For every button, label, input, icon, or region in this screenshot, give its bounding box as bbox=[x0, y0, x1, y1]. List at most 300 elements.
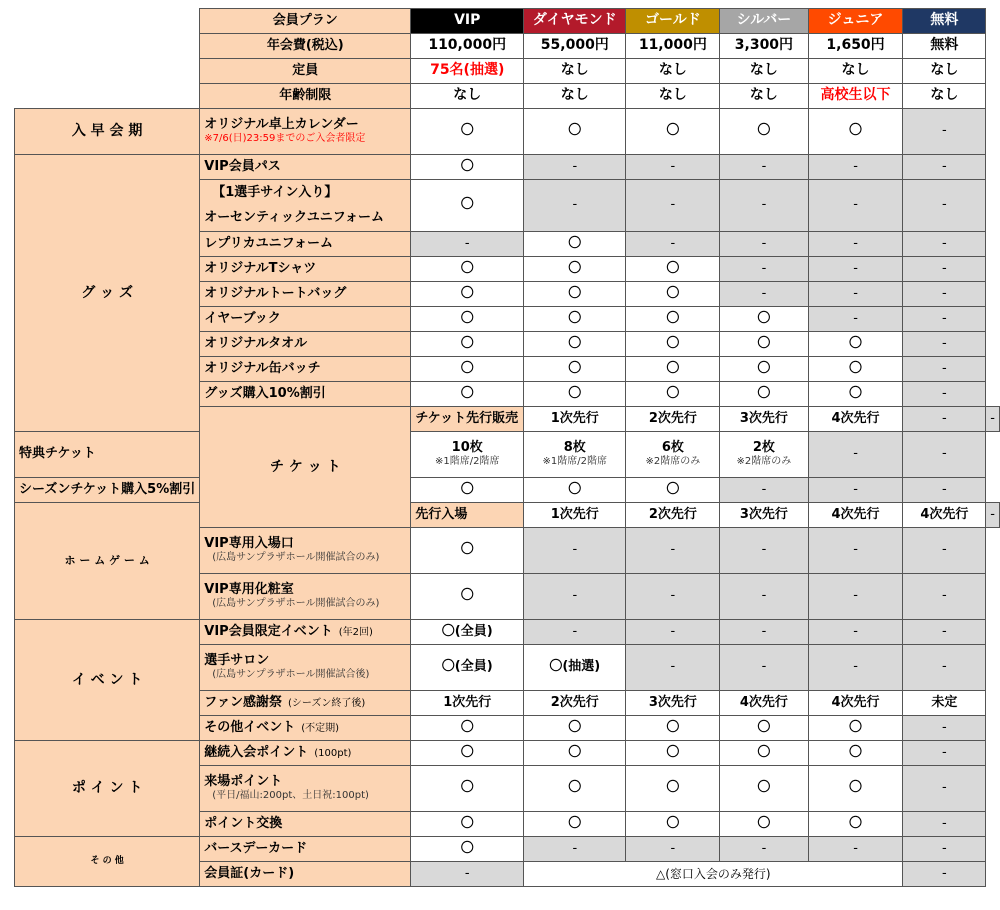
value-text: 〇 bbox=[568, 815, 582, 831]
fee-value: 110,000円 bbox=[411, 34, 524, 59]
value-text: 〇 bbox=[757, 335, 771, 351]
value-text: 10枚 bbox=[451, 440, 483, 456]
value-cell bbox=[411, 307, 524, 332]
value-cell bbox=[626, 691, 720, 716]
value-cell bbox=[903, 257, 986, 282]
age-value: なし bbox=[720, 84, 808, 109]
value-cell: - bbox=[903, 862, 986, 887]
value-cell bbox=[808, 382, 903, 407]
value-text: 〇 bbox=[568, 123, 582, 139]
value-cell bbox=[903, 332, 986, 357]
plan-header-4: ジュニア bbox=[808, 9, 903, 34]
feature-label: オリジナル卓上カレンダー bbox=[204, 117, 359, 133]
plan-header-5: 無料 bbox=[903, 9, 986, 34]
value-text: 4次先行 bbox=[831, 410, 880, 426]
feature-towel bbox=[200, 332, 411, 357]
value-text: 〇 bbox=[460, 310, 474, 326]
value-cell bbox=[720, 837, 808, 862]
value-cell bbox=[808, 109, 903, 155]
value-cell bbox=[986, 407, 1000, 432]
value-text: 3次先行 bbox=[739, 506, 788, 522]
value-text: 〇 bbox=[666, 260, 680, 276]
value-text: 〇 bbox=[568, 335, 582, 351]
feature-tshirt bbox=[200, 257, 411, 282]
value-text: - bbox=[761, 542, 767, 558]
value-cell bbox=[808, 407, 903, 432]
age-value: なし bbox=[626, 84, 720, 109]
value-cell bbox=[903, 155, 986, 180]
table-row bbox=[15, 503, 1000, 528]
plan-header-1: ダイヤモンド bbox=[524, 9, 626, 34]
blank-cell bbox=[15, 34, 200, 59]
value-note: ※2階席のみ bbox=[645, 456, 701, 468]
value-cell bbox=[411, 716, 524, 741]
value-cell bbox=[524, 812, 626, 837]
value-text: 2次先行 bbox=[648, 506, 697, 522]
value-cell bbox=[903, 691, 986, 716]
value-cell bbox=[903, 307, 986, 332]
value-text: 〇 bbox=[460, 123, 474, 139]
value-text: 2枚 bbox=[752, 440, 775, 456]
value-text: 〇 bbox=[568, 719, 582, 735]
value-cell bbox=[808, 620, 903, 645]
value-text: - bbox=[942, 744, 947, 760]
value-cell bbox=[626, 645, 720, 691]
capacity-value: 75名(抽選) bbox=[411, 59, 524, 84]
value-cell bbox=[524, 257, 626, 282]
value-cell bbox=[626, 180, 720, 232]
value-text: 1次先行 bbox=[550, 410, 599, 426]
value-text: 〇 bbox=[849, 385, 863, 401]
value-cell bbox=[626, 407, 720, 432]
feature-note: (広島サンプラザホール開催試合後) bbox=[212, 669, 370, 681]
value-cell bbox=[524, 741, 626, 766]
value-text: - bbox=[853, 623, 858, 639]
feature-ticket_presale bbox=[411, 407, 524, 432]
value-text: - bbox=[853, 197, 858, 213]
feature-label: ポイント交換 bbox=[204, 815, 283, 831]
value-cell bbox=[411, 478, 524, 503]
fee-label: 年会費(税込) bbox=[200, 34, 411, 59]
category-other: そ の 他 bbox=[15, 837, 200, 887]
value-text: - bbox=[942, 158, 947, 174]
value-cell bbox=[720, 620, 808, 645]
value-note: ※1階席/2階席 bbox=[434, 456, 500, 468]
value-cell bbox=[903, 180, 986, 232]
feature-calendar bbox=[200, 109, 411, 155]
value-cell bbox=[524, 503, 626, 528]
value-cell bbox=[720, 232, 808, 257]
capacity-value: なし bbox=[626, 59, 720, 84]
fee-value: 11,000円 bbox=[626, 34, 720, 59]
value-text: - bbox=[670, 542, 676, 558]
value-cell bbox=[411, 432, 524, 478]
value-cell bbox=[524, 691, 626, 716]
blank-cell bbox=[15, 84, 200, 109]
value-cell bbox=[903, 528, 986, 574]
feature-label: VIP専用入場口 bbox=[204, 536, 294, 552]
value-cell bbox=[524, 528, 626, 574]
value-cell bbox=[524, 357, 626, 382]
value-cell bbox=[524, 307, 626, 332]
value-text: 〇 bbox=[568, 360, 582, 376]
value-cell bbox=[524, 716, 626, 741]
feature-label: バースデーカード bbox=[204, 840, 308, 856]
value-text: 〇 bbox=[849, 815, 863, 831]
value-text: 〇 bbox=[757, 719, 771, 735]
value-text: - bbox=[761, 158, 767, 174]
value-text: 〇 bbox=[666, 719, 680, 735]
value-cell bbox=[411, 812, 524, 837]
value-cell bbox=[720, 691, 808, 716]
value-cell bbox=[720, 357, 808, 382]
value-text: - bbox=[942, 310, 947, 326]
value-cell bbox=[524, 766, 626, 812]
value-text: 6枚 bbox=[661, 440, 684, 456]
value-cell bbox=[411, 837, 524, 862]
feature-season_discount bbox=[15, 478, 200, 503]
category-goods: グ ッ ズ bbox=[15, 155, 200, 432]
value-text: 〇 bbox=[460, 285, 474, 301]
value-cell bbox=[626, 766, 720, 812]
category-home: ホ ー ム ゲ ー ム bbox=[15, 503, 200, 620]
value-text: - bbox=[670, 235, 676, 251]
value-cell bbox=[903, 432, 986, 478]
feature-salon bbox=[200, 645, 411, 691]
value-text: - bbox=[761, 481, 767, 497]
value-text: 〇(全員) bbox=[441, 659, 493, 675]
feature-note: (広島サンプラザホール開催試合のみ) bbox=[212, 598, 380, 610]
value-cell bbox=[626, 155, 720, 180]
value-text: 〇 bbox=[460, 158, 474, 174]
value-text: - bbox=[853, 446, 858, 462]
value-text: - bbox=[853, 158, 858, 174]
value-text: 〇 bbox=[757, 310, 771, 326]
table-row bbox=[15, 620, 1000, 645]
age-value: なし bbox=[903, 84, 986, 109]
value-cell bbox=[720, 645, 808, 691]
value-text: - bbox=[761, 588, 767, 604]
value-cell bbox=[411, 282, 524, 307]
category-early: 入 早 会 期 bbox=[15, 109, 200, 155]
feature-tote bbox=[200, 282, 411, 307]
value-text: - bbox=[853, 285, 858, 301]
value-cell bbox=[626, 307, 720, 332]
value-text: - bbox=[853, 260, 858, 276]
value-cell bbox=[411, 180, 524, 232]
value-cell bbox=[626, 574, 720, 620]
value-cell bbox=[411, 645, 524, 691]
value-cell bbox=[626, 232, 720, 257]
value-cell bbox=[720, 307, 808, 332]
fee-value: 3,300円 bbox=[720, 34, 808, 59]
value-cell bbox=[808, 432, 903, 478]
value-text: 3次先行 bbox=[648, 694, 697, 710]
value-cell bbox=[411, 528, 524, 574]
feature-note: (広島サンプラザホール開催試合のみ) bbox=[212, 552, 380, 564]
category-ticket: チ ケ ッ ト bbox=[200, 407, 411, 528]
value-text: - bbox=[572, 623, 578, 639]
feature-badge bbox=[200, 357, 411, 382]
value-cell bbox=[626, 282, 720, 307]
value-cell bbox=[808, 282, 903, 307]
value-cell bbox=[903, 282, 986, 307]
capacity-value: なし bbox=[903, 59, 986, 84]
feature-label: VIP会員限定イベント bbox=[204, 623, 333, 639]
value-cell bbox=[903, 574, 986, 620]
value-cell bbox=[903, 478, 986, 503]
value-text: - bbox=[761, 235, 767, 251]
value-text: 4次先行 bbox=[920, 506, 969, 522]
table-row bbox=[15, 432, 1000, 478]
value-text: - bbox=[942, 360, 947, 376]
value-cell bbox=[720, 332, 808, 357]
feature-vip_pass bbox=[200, 155, 411, 180]
value-text: 〇 bbox=[757, 360, 771, 376]
value-cell bbox=[411, 691, 524, 716]
value-cell bbox=[903, 716, 986, 741]
value-text: - bbox=[942, 446, 947, 462]
feature-label: VIP会員パス bbox=[204, 158, 281, 174]
value-cell bbox=[524, 645, 626, 691]
value-cell-merged: △(窓口入会のみ発行) bbox=[524, 862, 903, 887]
value-text: 〇 bbox=[757, 780, 771, 796]
feature-label: ファン感謝祭 bbox=[204, 694, 283, 710]
value-cell bbox=[720, 282, 808, 307]
age-label: 年齢制限 bbox=[200, 84, 411, 109]
value-cell bbox=[720, 478, 808, 503]
value-text: 〇 bbox=[757, 123, 771, 139]
value-cell bbox=[626, 109, 720, 155]
value-text: 〇 bbox=[568, 235, 582, 251]
feature-goods_discount bbox=[200, 382, 411, 407]
value-cell bbox=[808, 691, 903, 716]
value-text: 〇 bbox=[568, 385, 582, 401]
value-cell bbox=[626, 837, 720, 862]
value-cell bbox=[411, 766, 524, 812]
value-cell bbox=[411, 382, 524, 407]
value-text: 〇 bbox=[460, 542, 474, 558]
value-cell bbox=[524, 837, 626, 862]
value-text: 〇 bbox=[666, 815, 680, 831]
plan-label: 会員プラン bbox=[200, 9, 411, 34]
value-text: 〇 bbox=[666, 360, 680, 376]
value-text: 〇 bbox=[460, 780, 474, 796]
value-cell bbox=[626, 382, 720, 407]
value-text: - bbox=[670, 197, 676, 213]
feature-note: (年2回) bbox=[338, 626, 373, 638]
value-text: 〇 bbox=[666, 310, 680, 326]
value-cell bbox=[411, 332, 524, 357]
table-row bbox=[15, 478, 1000, 503]
value-text: 〇 bbox=[757, 815, 771, 831]
value-text: 〇 bbox=[666, 335, 680, 351]
value-text: - bbox=[942, 481, 947, 497]
value-cell bbox=[411, 155, 524, 180]
value-cell bbox=[808, 503, 903, 528]
table-row bbox=[15, 9, 1000, 34]
value-cell bbox=[808, 837, 903, 862]
feature-note: (不定期) bbox=[301, 722, 340, 734]
value-cell bbox=[903, 645, 986, 691]
value-text: 〇 bbox=[666, 744, 680, 760]
value-text: - bbox=[853, 659, 858, 675]
fee-value: 55,000円 bbox=[524, 34, 626, 59]
value-text: - bbox=[670, 588, 676, 604]
value-cell bbox=[808, 155, 903, 180]
value-cell bbox=[524, 155, 626, 180]
value-text: - bbox=[853, 310, 858, 326]
value-cell bbox=[626, 357, 720, 382]
plan-header-2: ゴールド bbox=[626, 9, 720, 34]
value-text: 〇 bbox=[568, 744, 582, 760]
capacity-value: なし bbox=[720, 59, 808, 84]
feature-label: レプリカユニフォーム bbox=[204, 235, 333, 251]
value-cell bbox=[524, 109, 626, 155]
value-cell bbox=[903, 503, 986, 528]
value-text: 〇 bbox=[460, 588, 474, 604]
feature-renew_point bbox=[200, 741, 411, 766]
feature-uniform bbox=[200, 180, 411, 232]
feature-yearbook bbox=[200, 307, 411, 332]
value-text: 〇 bbox=[568, 310, 582, 326]
feature-note: (シーズン終了後) bbox=[288, 697, 366, 709]
value-text: 〇 bbox=[460, 815, 474, 831]
value-cell bbox=[411, 620, 524, 645]
value-text: 〇 bbox=[666, 285, 680, 301]
value-text: - bbox=[761, 840, 767, 856]
value-text: 1次先行 bbox=[550, 506, 599, 522]
value-cell bbox=[903, 741, 986, 766]
capacity-value: なし bbox=[524, 59, 626, 84]
value-text: 4次先行 bbox=[739, 694, 788, 710]
value-text: - bbox=[942, 235, 947, 251]
value-text: 〇(抽選) bbox=[549, 659, 601, 675]
value-text: - bbox=[942, 623, 947, 639]
value-cell bbox=[903, 812, 986, 837]
blank-cell bbox=[15, 9, 200, 34]
value-cell bbox=[720, 432, 808, 478]
value-text: - bbox=[670, 840, 676, 856]
value-cell bbox=[524, 282, 626, 307]
feature-vip_event bbox=[200, 620, 411, 645]
value-note: ※1階席/2階席 bbox=[542, 456, 608, 468]
value-cell bbox=[626, 620, 720, 645]
value-text: - bbox=[853, 840, 858, 856]
value-text: 〇 bbox=[460, 197, 474, 213]
value-cell bbox=[720, 528, 808, 574]
value-cell bbox=[720, 716, 808, 741]
value-cell bbox=[626, 503, 720, 528]
feature-label: 来場ポイント bbox=[204, 774, 283, 790]
value-cell bbox=[903, 357, 986, 382]
value-text: 〇 bbox=[757, 744, 771, 760]
value-text: - bbox=[572, 158, 578, 174]
value-note: ※2階席のみ bbox=[736, 456, 792, 468]
value-text: 〇 bbox=[666, 385, 680, 401]
feature-vip_entrance bbox=[200, 528, 411, 574]
table-row bbox=[15, 155, 1000, 180]
feature-point_exchange bbox=[200, 812, 411, 837]
value-text: 〇 bbox=[460, 385, 474, 401]
value-text: - bbox=[942, 335, 947, 351]
value-text: - bbox=[853, 542, 858, 558]
value-cell bbox=[808, 645, 903, 691]
category-event: イ ベ ン ト bbox=[15, 620, 200, 741]
value-text: 〇 bbox=[849, 360, 863, 376]
value-text: - bbox=[942, 719, 947, 735]
value-text: - bbox=[942, 780, 947, 796]
value-text: 3次先行 bbox=[739, 410, 788, 426]
value-text: - bbox=[464, 235, 470, 251]
value-text: - bbox=[761, 659, 767, 675]
value-text: - bbox=[942, 815, 947, 831]
value-text: - bbox=[942, 588, 947, 604]
value-text: 〇 bbox=[460, 335, 474, 351]
value-text: 〇 bbox=[460, 840, 474, 856]
value-cell bbox=[720, 109, 808, 155]
feature-fan_fest bbox=[200, 691, 411, 716]
feature-label: 継続入会ポイント bbox=[204, 744, 309, 760]
value-cell bbox=[524, 574, 626, 620]
value-cell: - bbox=[411, 862, 524, 887]
plan-header-3: シルバー bbox=[720, 9, 808, 34]
value-cell bbox=[411, 232, 524, 257]
value-cell bbox=[411, 257, 524, 282]
value-cell bbox=[411, 109, 524, 155]
feature-label: その他イベント bbox=[204, 719, 296, 735]
value-text: - bbox=[572, 197, 578, 213]
value-cell bbox=[808, 232, 903, 257]
value-text: 〇 bbox=[666, 481, 680, 497]
value-cell bbox=[626, 741, 720, 766]
value-text: - bbox=[990, 506, 995, 522]
value-cell bbox=[720, 155, 808, 180]
table-row bbox=[15, 837, 1000, 862]
feature-early_entry bbox=[411, 503, 524, 528]
value-cell bbox=[626, 257, 720, 282]
feature-note: ※7/6(日)23:59までのご入会者限定 bbox=[204, 133, 366, 145]
value-text: - bbox=[990, 410, 995, 426]
value-cell bbox=[903, 382, 986, 407]
value-cell bbox=[626, 478, 720, 503]
feature-label: オリジナルタオル bbox=[204, 335, 308, 351]
value-cell bbox=[808, 478, 903, 503]
value-cell bbox=[524, 478, 626, 503]
value-cell bbox=[524, 332, 626, 357]
value-text: 2次先行 bbox=[648, 410, 697, 426]
value-cell bbox=[808, 741, 903, 766]
value-cell bbox=[986, 503, 1000, 528]
feature-label: 先行入場 bbox=[415, 506, 468, 522]
feature-label: VIP専用化粧室 bbox=[204, 582, 294, 598]
value-text: - bbox=[942, 197, 947, 213]
value-cell bbox=[524, 407, 626, 432]
value-text: - bbox=[942, 123, 947, 139]
feature-label: オリジナル缶バッチ bbox=[204, 360, 321, 376]
value-text: - bbox=[853, 588, 858, 604]
feature-label: 選手サロン bbox=[204, 653, 270, 669]
value-text: - bbox=[942, 659, 947, 675]
value-text: - bbox=[761, 623, 767, 639]
feature-card: 会員証(カード) bbox=[200, 862, 411, 887]
value-text: 〇 bbox=[666, 123, 680, 139]
value-text: 〇 bbox=[568, 481, 582, 497]
category-point: ポ イ ン ト bbox=[15, 741, 200, 837]
value-text: - bbox=[853, 481, 858, 497]
value-text: 〇 bbox=[460, 360, 474, 376]
feature-label: オリジナルTシャツ bbox=[204, 260, 317, 276]
